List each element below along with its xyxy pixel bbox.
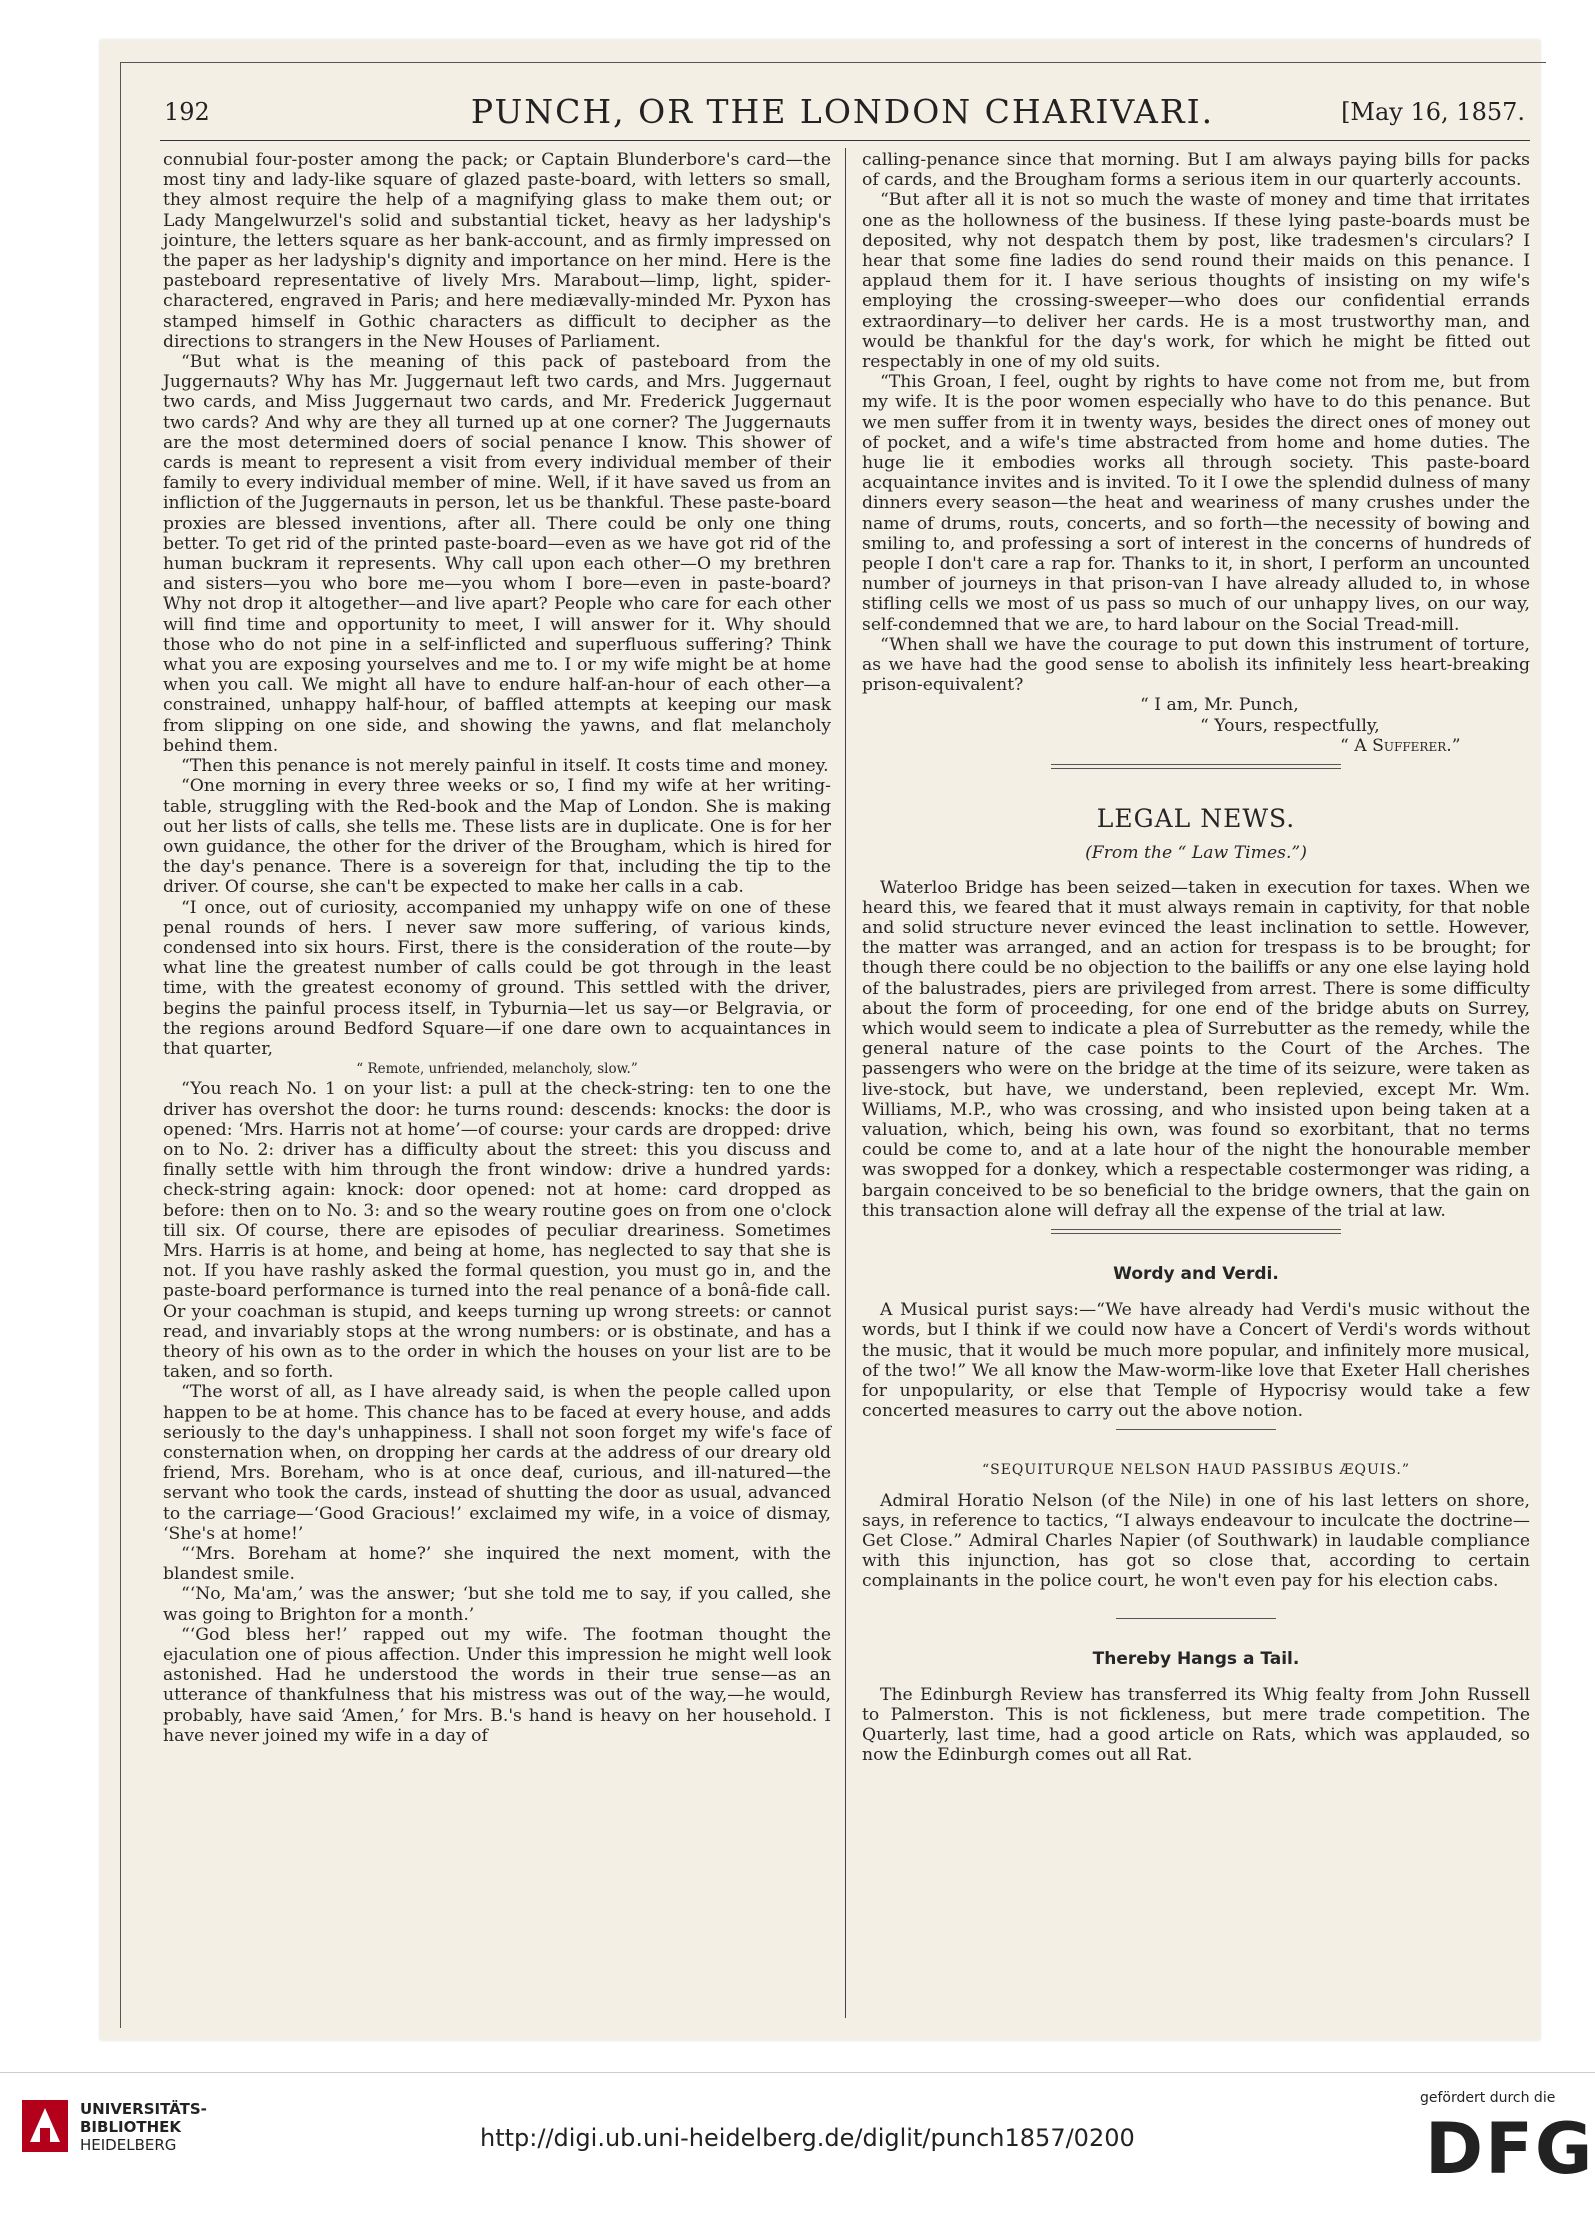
- masthead-title: PUNCH, OR THE LONDON CHARIVARI.: [470, 92, 1215, 131]
- signature-line: “ A Sufferer.”: [1340, 735, 1461, 756]
- section-title: Wordy and Verdi.: [1113, 1263, 1279, 1284]
- section-motto: “SEQUITURQUE NELSON HAUD PASSIBUS ÆQUIS.”: [981, 1462, 1411, 1479]
- university-logo-icon: [20, 2098, 70, 2154]
- left-column: [163, 150, 831, 1746]
- article-paragraph: “One morning in every three weeks or so, I find my wife at her writing-table, struggling with the Red-book and the Map of London. She is making out her lists of calls, she tells me. These lists are in duplicate. One is for her own guidance, the other for the driver of the Brougham, which is hired for the day's penance. There is a sovereign for that, including the tip to the driver. Of course, she can't be expected to make her calls in a cab.: [163, 776, 831, 898]
- article-paragraph: calling-penance since that morning. But I am always paying bills for packs of cards, and the Brougham forms a serious item in our quarterly accounts.: [862, 150, 1530, 191]
- article-paragraph: “This Groan, I feel, ought by rights to have come not from me, but from my wife. It is the poor women especially who have to do this penance. But we men suffer from it in twenty ways, besides the direct ones of money out of pocket, and a wife's time abstracted from home and home duties. The huge lie it embodies works all through society. This paste-board acquaintance invites and is invited. To it I owe the splendid dulness of many dinners every season—the heat and weariness of many crushes under the name of drums, routs, concerts, and so forth—the necessity of bowing and smiling to, and professing a sort of interest in the concerns of hundreds of people I don't care a rap for. Thanks to it, in short, I perform an uncounted number of journeys in that prison-van I have already alluded to, in whose stifling cells we most of us pass so much of our unhappy lives, on our way, self-condemned that we are, to hard labour on the Social Tread-mill.: [862, 372, 1530, 635]
- section-divider: [1051, 1229, 1341, 1234]
- dfg-logo: DFG: [1425, 2108, 1595, 2190]
- header-rule: [160, 140, 1530, 141]
- article-paragraph: “Then this penance is not merely painful in itself. It costs time and money.: [181, 756, 829, 777]
- library-name-line: BIBLIOTHEK: [80, 2118, 181, 2136]
- permalink[interactable]: http://digi.ub.uni-heidelberg.de/diglit/punch1857/0200: [480, 2124, 1135, 2152]
- article-paragraph: “When shall we have the courage to put down this instrument of torture, as we have had the good sense to abolish its infinitely less heart-breaking prison-equivalent?: [862, 634, 1530, 696]
- article-paragraph: “But after all it is not so much the waste of money and time that irritates one as the hollowness of the business. If these lying paste-boards must be deposited, why not despatch them by post, like tradesmen's circulars? I hear that some fine ladies do send round their maids on this penance. I applaud them for it. I have serious thoughts of insisting on my wife's employing the crossing-sweeper—who does our confidential errands extraordinary—to deliver her cards. He is a most trustworthy man, and would be thankful for the day's work, for which he might be fitted out respectably in one of my old suits.: [862, 190, 1530, 373]
- section-divider: [1116, 1618, 1276, 1619]
- signature-line: “ Yours, respectfully,: [1200, 715, 1380, 736]
- library-name-line: UNIVERSITÄTS-: [80, 2100, 207, 2118]
- issue-date: [May 16, 1857.: [1341, 98, 1525, 126]
- page-header: [160, 92, 1525, 140]
- section-divider: [1116, 1429, 1276, 1430]
- article-paragraph: “You reach No. 1 on your list: a pull at the check-string: ten to one the driver has overshot the door: he turns round: descends: knocks: the door is opened: ‘Mrs. Harris not at home’—of course: your cards are dropped: drive on to No. 2: driver has a difficulty about the street: this you discuss and finally settle with him through the front window: drive a hundred yards: check-string again: knock: door opened: not at home: card dropped as before: then on to No. 3: and so the weary routine goes on from one o'clock till six. Of course, there are episodes of peculiar dreariness. Sometimes Mrs. Harris is at home, and being at home, has neglected to say that she is not. If you have rashly asked the formal question, you must go in, and the paste-board performance is turned into the real penance of a bonâ-fide call. Or your coachman is stupid, and keeps turning up wrong streets: or cannot read, and invariably stops at the wrong numbers: or is obstinate, and has a theory of his own as to the order in which the houses on your list are to be taken, and so forth.: [163, 1079, 831, 1383]
- article-paragraph: Waterloo Bridge has been seized—taken in execution for taxes. When we heard this, we feared that it must always remain in captivity, for that noble and solid structure never evinced the least inclination to settle. However, the matter was arranged, and an action for trespass is to be brought; for though there could be no objection to the bailiffs or any one else laying hold of the balustrades, piers are privileged from arrest. There is some difficulty about the form of proceeding, for one end of the bridge abuts on Surrey, which would seem to indicate a plea of Surrebutter as the remedy, while the general nature of the case points to the Court of the Arches. The passengers who were on the bridge at the time of its seizure, were taken as live-stock, but have, we understand, been replevied, except Mr. Wm. Williams, M.P., who was crossing, and who insisted upon being taken at a valuation, which, being his own, was found so exorbitant, that no terms could be come to, and at a late hour of the night the honourable member was swopped for a donkey, which a respectable costermonger was riding, a bargain conceived to be so beneficial to the bridge owners, that the gain on this transaction alone will defray all the expense of the trial at law.: [862, 877, 1530, 1221]
- article-paragraph: connubial four-poster among the pack; or Captain Blunderbore's card—the most tiny and lady-like square of glazed paste-board, with letters so small, they almost require the help of a magnifying glass to make them out; or Lady Mangelwurzel's solid and substantial ticket, heavy as her ladyship's jointure, the letters square as her bank-account, and as firmly impressed on the paper as her ladyship's dignity and importance on her mind. Here is the pasteboard representative of lively Mrs. Marabout—limp, light, spider-charactered, engraved in Paris; and here mediævally-minded Mr. Pyxon has stamped himself in Gothic characters as difficult to decipher as the directions to strangers in the New Houses of Parliament.: [163, 150, 831, 352]
- page-number: 192: [164, 98, 210, 126]
- article-paragraph: A Musical purist says:—“We have already had Verdi's music without the words, but I think if we could now have a Concert of Verdi's words without the music, that it would be much more popular, and infinitely more musical, of the two!” We all know the Maw-worm-like love that Exeter Hall cherishes for unpopularity, or else that Temple of Hypocrisy would take a few concerted measures to carry out the above notion.: [862, 1300, 1530, 1422]
- section-subtitle: (From the “ Law Times.”): [1085, 843, 1307, 864]
- article-paragraph: The Edinburgh Review has transferred its Whig fealty from John Russell to Palmerston. This is not fickleness, but mere trade competition. The Quarterly, last time, had a good article on Rats, which was applauded, so now the Edinburgh comes out all Rat.: [862, 1684, 1530, 1766]
- section-divider: [1051, 764, 1341, 769]
- article-paragraph: “But what is the meaning of this pack of pasteboard from the Juggernauts? Why has Mr. Juggernaut left two cards, and Mrs. Juggernaut two cards, and Miss Juggernaut two cards, and Mr. Frederick Juggernaut two cards? And why are they all turned up at one corner? The Juggernauts are the most determined doers of social penance I know. This shower of cards is meant to represent a visit from every individual member of their family to every individual member of mine. Well, if it have saved us from an infliction of the Juggernauts in person, let us be thankful. These paste-board proxies are blessed inventions, after all. There could be only one thing better. To get rid of the printed paste-board—even as we have got rid of the human buckram it represents. Why call upon each other—O my brethren and sisters—you who bore me—you whom I bore—even in paste-board? Why not drop it altogether—and live apart? People who care for each other will find time and opportunity to meet, I will answer for it. Why should those who do not pine in a self-inflicted and superfluous suffering? Think what you are exposing yourselves and me to. I or my wife might be at home when you call. We might all have to endure half-an-hour of each other—a constrained, unhappy half-hour, of baffled attempts at keeping our mask from slipping on one side, and showing the yawns, and flat melancholy behind them.: [163, 352, 831, 756]
- library-name-line: HEIDELBERG: [80, 2136, 177, 2154]
- funded-by-label: gefördert durch die: [1420, 2090, 1556, 2106]
- footer-rule: [0, 2072, 1595, 2073]
- article-paragraph: “‘God bless her!’ rapped out my wife. The footman thought the ejaculation one of pious affection. Under this impression he might well look astonished. Had he understood the words in their true sense—as an utterance of thankfulness that his mistress was out of the way,—he would, probably, have said ‘Amen,’ for Mrs. B.'s hand is heavy on her household. I have never joined my wife in a day of: [163, 1624, 831, 1746]
- library-name: [80, 2100, 207, 2154]
- section-title: LEGAL NEWS.: [1096, 804, 1296, 834]
- article-paragraph: “‘No, Ma'am,’ was the answer; ‘but she told me to say, if you called, she was going to Brighton for a month.’: [163, 1584, 831, 1625]
- article-paragraph: “I once, out of curiosity, accompanied my unhappy wife on one of these penal rounds of hers. I never saw more suffering, of various kinds, condensed into six hours. First, there is the consideration of the route—by what line the greatest number of calls could be got through in the least time, with the greatest economy of ground. This settled with the driver, begins the painful process itself, in Tyburnia—let us say—or Belgravia, or the regions around Bedford Square—if one dare own to acquaintances in that quarter,: [163, 897, 831, 1059]
- signature-line: “ I am, Mr. Punch,: [1140, 695, 1299, 716]
- section-title: Thereby Hangs a Tail.: [1092, 1648, 1300, 1669]
- article-paragraph: “The worst of all, as I have already said, is when the people called upon happen to be at home. This chance has to be faced at every house, and adds seriously to the day's unhappiness. I shall not soon forget my wife's face of consternation when, on dropping her cards at the address of our dreary old friend, Mrs. Boreham, who is at once deaf, curious, and ill-natured—the servant who took the cards, instead of shutting the door as usual, advanced to the carriage—‘Good Gracious!’ exclaimed my wife, in a voice of dismay, ‘She's at home!’: [163, 1382, 831, 1544]
- right-column: [862, 150, 1530, 1766]
- article-paragraph: “‘Mrs. Boreham at home?’ she inquired the next moment, with the blandest smile.: [163, 1544, 831, 1585]
- column-divider: [845, 148, 846, 2018]
- article-paragraph: Admiral Horatio Nelson (of the Nile) in one of his last letters on shore, says, in reference to tactics, “I always endeavour to inculcate the doctrine—Get Close.” Admiral Charles Napier (of Southwark) in laudable compliance with this injunction, has got so close that, according to certain complainants in the police court, he won't even pay for his election cabs.: [862, 1490, 1530, 1592]
- verse-quote: “ Remote, unfriended, melancholy, slow.”: [356, 1061, 638, 1078]
